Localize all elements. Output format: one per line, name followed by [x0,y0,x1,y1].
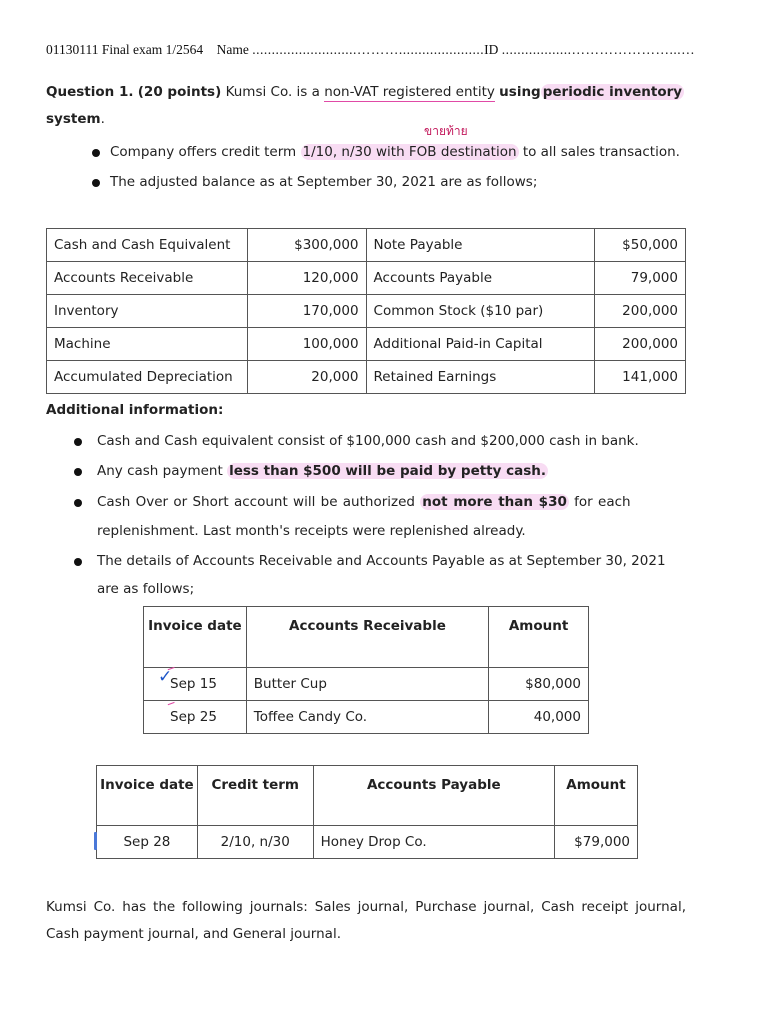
table-row [47,229,686,262]
pen-mark-icon [94,832,97,850]
customer-name: Butter Cup [246,668,488,701]
question-number: Question 1. [46,84,134,100]
info-over-short-line2: replenishment. Last month's receipts were replenished already. [97,523,526,539]
balance-value: 120,000 [247,262,366,295]
table-row [144,668,589,701]
info-details-line2: are as follows; [97,581,195,597]
column-header: Invoice date [97,766,198,826]
handwritten-note: ขายท้าย [424,124,468,138]
name-blank: ...........................………...................... [252,42,485,57]
column-header: Invoice date [144,607,247,668]
balance-label: Accumulated Depreciation [47,361,248,394]
info-over-short [97,494,631,510]
info-details-line1: The details of Accounts Receivable and Accounts Payable as at September 30, 2021 [97,553,666,569]
balance-label: Accounts Receivable [47,262,248,295]
id-label: ID [484,42,499,57]
invoice-date: Sep 25 [144,701,247,734]
balance-value: 200,000 [595,328,686,361]
over-short-text: Cash Over or Short account will be authorized [97,494,415,510]
supplier-name: Honey Drop Co. [313,826,554,859]
credit-term-text: Company offers credit term [110,144,297,160]
system-text: system [46,111,101,127]
column-header: Accounts Payable [313,766,554,826]
balance-label: Additional Paid-in Capital [366,328,595,361]
table-row [47,328,686,361]
balance-label: Retained Earnings [366,361,595,394]
invoice-date: Sep 28 [97,826,198,859]
amount: $80,000 [489,668,589,701]
question-intro [46,84,684,100]
checkmark-icon: ✓ [158,667,173,687]
balance-table [46,228,686,394]
table-row [144,701,589,734]
journals-paragraph: Kumsi Co. has the following journals: Sales journal, Purchase journal, Cash receipt journal, Cash payment journal, and General journal. [46,899,686,942]
balance-label: Note Payable [366,229,595,262]
balance-value: 20,000 [247,361,366,394]
table-row [47,262,686,295]
intro-text: Kumsi Co. is a [225,84,320,100]
accounts-payable-table [96,765,638,859]
balance-value: 141,000 [595,361,686,394]
bullet-icon [74,558,82,566]
period: . [100,111,105,127]
amount: $79,000 [555,826,638,859]
column-header: Amount [555,766,638,826]
credit-term-suffix: to all sales transaction. [522,144,680,160]
info-petty-cash [97,463,548,479]
periodic-inventory-text: periodic inventory [542,84,683,100]
using-text: using [499,84,541,100]
column-header: Credit term [197,766,313,826]
column-header: Accounts Receivable [246,607,488,668]
credit-term-highlight: 1/10, n/30 with FOB destination [302,144,517,160]
bullet-adjusted-balance: The adjusted balance as at September 30, 2021 are as follows; [110,174,538,190]
question-points: (20 points) [137,84,222,100]
question-intro-line2 [46,111,105,127]
balance-value: $50,000 [595,229,686,262]
course-title: 01130111 Final exam 1/2564 [46,42,204,57]
table-row [97,826,638,859]
bullet-icon [74,438,82,446]
balance-label: Common Stock ($10 par) [366,295,595,328]
bullet-icon [92,149,100,157]
credit-term: 2/10, n/30 [197,826,313,859]
info-cash-detail: Cash and Cash equivalent consist of $100,000 cash and $200,000 cash in bank. [97,433,639,449]
bullet-icon [92,179,100,187]
balance-label: Accounts Payable [366,262,595,295]
over-short-suffix: for each [574,494,631,510]
balance-label: Machine [47,328,248,361]
bullet-icon [74,468,82,476]
table-header-row [97,766,638,826]
non-vat-text: non-VAT registered entity [324,84,495,100]
customer-name: Toffee Candy Co. [246,701,488,734]
name-label: Name [216,42,249,57]
table-header-row [144,607,589,668]
table-row [47,361,686,394]
balance-value: 100,000 [247,328,366,361]
petty-cash-text: Any cash payment [97,463,223,479]
balance-label: Inventory [47,295,248,328]
balance-value: 170,000 [247,295,366,328]
balance-value: 200,000 [595,295,686,328]
bullet-icon [74,499,82,507]
invoice-date: Sep 15 [144,668,247,701]
balance-label: Cash and Cash Equivalent [47,229,248,262]
exam-header [46,42,695,58]
column-header: Amount [489,607,589,668]
table-row [47,295,686,328]
balance-value: $300,000 [247,229,366,262]
over-short-highlight: not more than $30 [422,494,567,510]
amount: 40,000 [489,701,589,734]
accounts-receivable-table [143,606,589,734]
bullet-credit-term [110,144,680,160]
additional-info-title: Additional information: [46,402,224,418]
petty-cash-highlight: less than $500 will be paid by petty cash. [229,463,547,479]
id-blank: ..................…………………...… [501,42,696,57]
balance-value: 79,000 [595,262,686,295]
